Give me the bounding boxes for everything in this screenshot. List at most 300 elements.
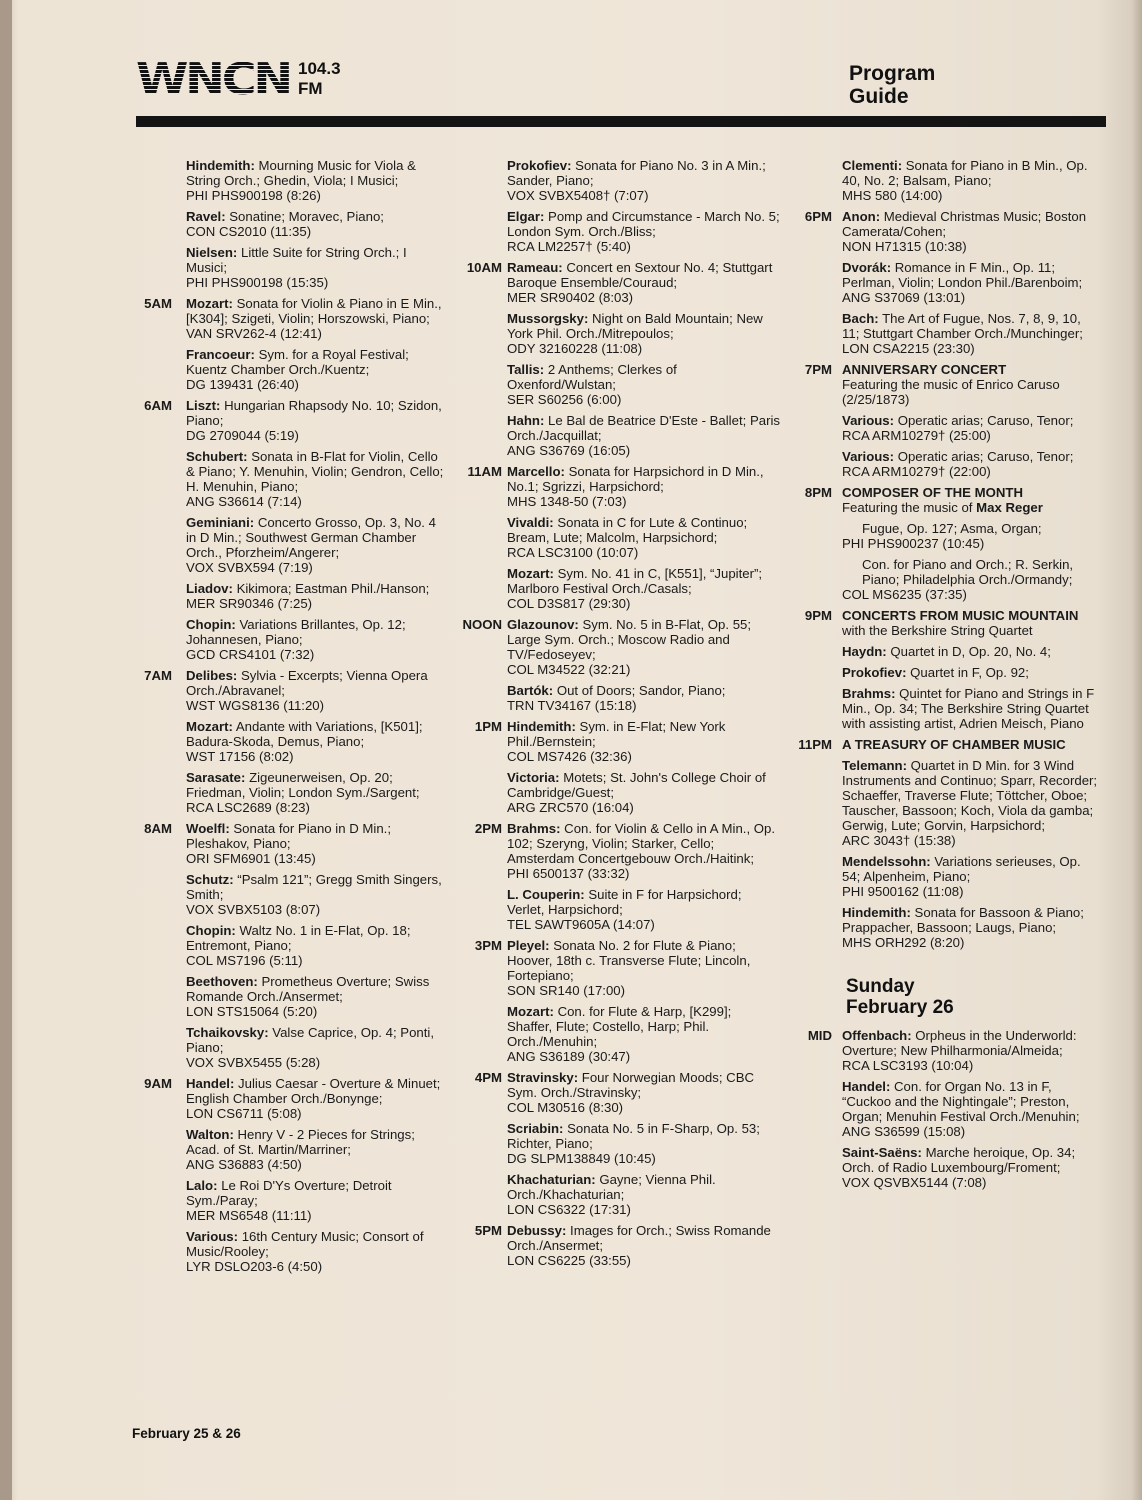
composer-name: Mozart: — [507, 566, 554, 581]
program-entry — [455, 260, 780, 305]
recording-catalog: VOX QSVBX5144 (7:08) — [842, 1175, 987, 1190]
composer-name: Hahn: — [507, 413, 545, 428]
composer-name: Saint-Saëns: — [842, 1145, 922, 1160]
program-body — [842, 485, 1100, 515]
program-body — [842, 260, 1100, 305]
recording-catalog: COL MS7196 (5:11) — [186, 953, 303, 968]
program-entry — [455, 938, 780, 998]
program-body — [842, 362, 1100, 407]
program-entry — [790, 686, 1100, 731]
recording-catalog: LON CSA2215 (23:30) — [842, 341, 975, 356]
program-body — [507, 1121, 780, 1166]
composer-name: Bartók: — [507, 683, 554, 698]
program-entry — [455, 887, 780, 932]
recording-catalog: COL M34522 (32:21) — [507, 662, 631, 677]
composer-name: Victoria: — [507, 770, 560, 785]
program-body — [842, 644, 1100, 659]
program-description: Little Suite for String Orch.; I Musici; — [186, 245, 407, 275]
program-body — [842, 665, 1100, 680]
recording-catalog: ANG S36883 (4:50) — [186, 1157, 302, 1172]
recording-catalog: DG 139431 (26:40) — [186, 377, 299, 392]
program-body — [842, 1079, 1100, 1139]
program-entry — [455, 158, 780, 203]
composer-name: Mozart: — [507, 1004, 554, 1019]
program-description: Sonata for Violin & Piano in E Min., [K304]; Szigeti, Violin; Horszowski, Piano; — [186, 296, 442, 326]
composer-name: Sarasate: — [186, 770, 246, 785]
program-body — [186, 1178, 444, 1223]
program-description: Sym. No. 41 in C, [K551], “Jupiter”; Marlboro Festival Orch./Casals; — [507, 566, 763, 596]
program-entry — [790, 449, 1100, 479]
recording-catalog: GCD CRS4101 (7:32) — [186, 647, 315, 662]
program-entry — [134, 872, 444, 917]
recording-catalog: COL D3S817 (29:30) — [507, 596, 631, 611]
program-description: Mourning Music for Viola & String Orch.; Ghedin, Viola; I Musici; — [186, 158, 416, 188]
program-body — [842, 158, 1100, 203]
program-body — [507, 1172, 780, 1217]
time-slot: 7AM — [144, 668, 172, 683]
program-entry — [134, 719, 444, 764]
program-description: Con. for Organ No. 13 in F, “Cuckoo and the Nightingale”; Preston, Organ; Menuhin Festival Orch./Menuhin; — [842, 1079, 1080, 1124]
composer-name: Various: — [842, 449, 895, 464]
recording-catalog: RCA LSC2689 (8:23) — [186, 800, 310, 815]
program-entry — [134, 398, 444, 443]
program-entry — [455, 515, 780, 560]
program-description: Variations serieuses, Op. 54; Alpenheim, Piano; — [842, 854, 1081, 884]
program-description: Fugue, Op. 127; Asma, Organ; — [862, 521, 1042, 536]
program-entry — [790, 311, 1100, 356]
composer-name: Brahms: — [507, 821, 561, 836]
composer-name: Mozart: — [186, 296, 233, 311]
recording-catalog: MER MS6548 (11:11) — [186, 1208, 312, 1223]
program-entry — [790, 1145, 1100, 1190]
composer-name: Stravinsky: — [507, 1070, 579, 1085]
composer-name: Hindemith: — [842, 905, 911, 920]
recording-catalog: PHI 9500162 (11:08) — [842, 884, 964, 899]
day-heading-date: February 26 — [846, 997, 954, 1018]
program-entry — [134, 296, 444, 341]
recording-catalog: CON CS2010 (11:35) — [186, 224, 312, 239]
composer-name: Chopin: — [186, 617, 236, 632]
recording-catalog: WST WGS8136 (11:20) — [186, 698, 325, 713]
program-body — [842, 449, 1100, 479]
program-body — [186, 296, 444, 341]
recording-catalog: COL MS6235 (37:35) — [842, 587, 967, 602]
program-body — [842, 1145, 1100, 1190]
composer-name: Lalo: — [186, 1178, 218, 1193]
day-heading — [846, 976, 1100, 1018]
program-entry — [790, 854, 1100, 899]
program-body — [842, 686, 1100, 731]
program-entry — [790, 557, 1100, 602]
program-body — [507, 887, 780, 932]
program-description: Sonata No. 5 in F-Sharp, Op. 53; Richter, Piano; — [507, 1121, 760, 1151]
program-body — [507, 821, 780, 881]
composer-name: Pleyel: — [507, 938, 550, 953]
composer-name: Elgar: — [507, 209, 545, 224]
composer-name: Tchaikovsky: — [186, 1025, 269, 1040]
page-edge-shadow — [1132, 0, 1142, 1500]
program-body — [186, 1076, 444, 1121]
time-slot: 8PM — [804, 485, 832, 500]
program-description: Sym. for a Royal Festival; Kuentz Chamber Orch./Kuentz; — [186, 347, 409, 377]
composer-name: Debussy: — [507, 1223, 567, 1238]
program-body — [186, 719, 444, 764]
composer-name: Clementi: — [842, 158, 903, 173]
program-description: 2 Anthems; Clerkes of Oxenford/Wulstan; — [507, 362, 677, 392]
program-entry — [455, 719, 780, 764]
recording-catalog: MHS 1348-50 (7:03) — [507, 494, 627, 509]
program-entry — [134, 515, 444, 575]
program-description: Night on Bald Mountain; New York Phil. Orch./Mitrepoulos; — [507, 311, 763, 341]
recording-catalog: MHS 580 (14:00) — [842, 188, 943, 203]
program-body — [842, 413, 1100, 443]
program-entry — [455, 209, 780, 254]
composer-name: Bach: — [842, 311, 879, 326]
program-entry — [134, 347, 444, 392]
recording-catalog: ODY 32160228 (11:08) — [507, 341, 643, 356]
program-body — [842, 557, 1100, 587]
time-slot: 3PM — [474, 938, 502, 953]
program-body — [507, 1070, 780, 1115]
program-entry — [455, 1172, 780, 1217]
program-description: Hungarian Rhapsody No. 10; Szidon, Piano; — [186, 398, 442, 428]
recording-catalog: RCA ARM10279† (25:00) — [842, 428, 991, 443]
program-description: Romance in F Min., Op. 11; Perlman, Violin; London Phil./Barenboim; — [842, 260, 1083, 290]
program-entry — [790, 1079, 1100, 1139]
recording-catalog: VAN SRV262-4 (12:41) — [186, 326, 322, 341]
featured-composer: Max Reger — [976, 500, 1043, 515]
composer-name: Schubert: — [186, 449, 248, 464]
program-entry — [134, 1127, 444, 1172]
program-body — [186, 1127, 444, 1172]
program-description: Sylvia - Excerpts; Vienna Opera Orch./Abravanel; — [186, 668, 428, 698]
program-body — [186, 1025, 444, 1070]
time-slot: NOON — [462, 617, 502, 632]
composer-name: Glazounov: — [507, 617, 579, 632]
program-description: Sonata in C for Lute & Continuo; Bream, Lute; Malcolm, Harpsichord; — [507, 515, 748, 545]
program-body — [186, 872, 444, 917]
program-body — [507, 617, 780, 677]
program-body — [186, 158, 444, 203]
composer-name: Various: — [842, 413, 895, 428]
program-body — [507, 311, 780, 356]
program-body — [186, 209, 444, 239]
recording-catalog: VOX SVBX5103 (8:07) — [186, 902, 321, 917]
program-body — [186, 581, 444, 611]
composer-name: Brahms: — [842, 686, 896, 701]
program-heading-block — [790, 608, 1100, 638]
program-description: “Psalm 121”; Gregg Smith Singers, Smith; — [186, 872, 442, 902]
recording-catalog: DG 2709044 (5:19) — [186, 428, 299, 443]
program-body — [186, 974, 444, 1019]
program-description: Sym. in E-Flat; New York Phil./Bernstein; — [507, 719, 726, 749]
station-logo — [136, 54, 290, 105]
composer-name: Chopin: — [186, 923, 236, 938]
recording-catalog: MER SR90402 (8:03) — [507, 290, 634, 305]
program-heading-block — [790, 362, 1100, 407]
program-entry — [134, 449, 444, 509]
composer-name: Offenbach: — [842, 1028, 912, 1043]
recording-catalog: ANG S36599 (15:08) — [842, 1124, 966, 1139]
time-slot: 6PM — [804, 209, 832, 224]
program-entry — [790, 209, 1100, 254]
program-body — [507, 260, 780, 305]
program-body — [842, 608, 1100, 638]
program-body — [842, 737, 1100, 752]
composer-name: Hindemith: — [507, 719, 576, 734]
program-entry — [134, 821, 444, 866]
program-description: Out of Doors; Sandor, Piano; — [556, 683, 726, 698]
program-entry — [455, 1223, 780, 1268]
time-slot: 11AM — [467, 464, 502, 479]
composer-name: Handel: — [842, 1079, 891, 1094]
program-description: Con. for Piano and Orch.; R. Serkin, Piano; Philadelphia Orch./Ormandy; — [862, 557, 1074, 587]
logo-band: FM — [298, 79, 323, 98]
program-description: 16th Century Music; Consort of Music/Rooley; — [186, 1229, 424, 1259]
recording-catalog: LON CS6322 (17:31) — [507, 1202, 631, 1217]
schedule-column-1 — [134, 158, 444, 1280]
composer-name: Various: — [186, 1229, 239, 1244]
program-description: Andante with Variations, [K501]; Badura-Skoda, Demus, Piano; — [186, 719, 423, 749]
program-description: Operatic arias; Caruso, Tenor; — [897, 413, 1074, 428]
recording-catalog: COL MS7426 (32:36) — [507, 749, 632, 764]
program-description: Marche heroique, Op. 34; Orch. of Radio Luxembourg/Froment; — [842, 1145, 1076, 1175]
program-entry — [134, 581, 444, 611]
program-description: Kikimora; Eastman Phil./Hanson; — [236, 581, 430, 596]
program-description: The Art of Fugue, Nos. 7, 8, 9, 10, 11; Stuttgart Chamber Orch./Munchinger; — [842, 311, 1083, 341]
program-heading-desc: with the Berkshire String Quartet — [842, 623, 1033, 638]
program-description: Sonata for Piano in B Min., Op. 40, No. 2; Balsam, Piano; — [842, 158, 1088, 188]
program-description: Sonata for Bassoon & Piano; Prappacher, Bassoon; Laugs, Piano; — [842, 905, 1084, 935]
program-description: Images for Orch.; Swiss Romande Orch./Ansermet; — [507, 1223, 771, 1253]
program-entry — [134, 1076, 444, 1121]
composer-name: Liszt: — [186, 398, 221, 413]
program-entry — [134, 158, 444, 203]
day-heading-weekday: Sunday — [846, 976, 915, 997]
composer-name: Handel: — [186, 1076, 235, 1091]
schedule-column-2 — [455, 158, 780, 1274]
program-description: Pomp and Circumstance - March No. 5; London Sym. Orch./Bliss; — [507, 209, 780, 239]
program-entry — [455, 566, 780, 611]
composer-name: Delibes: — [186, 668, 238, 683]
recording-catalog: PHI PHS900198 (15:35) — [186, 275, 329, 290]
program-entry — [790, 644, 1100, 659]
recording-catalog: ANG S37069 (13:01) — [842, 290, 966, 305]
program-entry — [134, 1178, 444, 1223]
program-description: Henry V - 2 Pieces for Strings; Acad. of St. Martin/Marriner; — [186, 1127, 415, 1157]
program-entry — [134, 1229, 444, 1274]
program-description: Sonata for Piano in D Min.; Pleshakov, Piano; — [186, 821, 391, 851]
program-body — [186, 923, 444, 968]
recording-catalog: TEL SAWT9605A (14:07) — [507, 917, 655, 932]
composer-name: Beethoven: — [186, 974, 258, 989]
time-slot: 6AM — [144, 398, 172, 413]
program-entry — [134, 617, 444, 662]
program-description: Concert en Sextour No. 4; Stuttgart Baroque Ensemble/Couraud; — [507, 260, 773, 290]
program-description: Sonata No. 2 for Flute & Piano; Hoover, 18th c. Transverse Flute; Lincoln, Fortepiano; — [507, 938, 751, 983]
program-description: Zigeunerweisen, Op. 20; Friedman, Violin; London Sym./Sargent; — [186, 770, 420, 800]
program-body — [507, 158, 780, 203]
program-entry — [134, 770, 444, 815]
program-description: Le Bal de Beatrice D'Este - Ballet; Paris Orch./Jacquillat; — [507, 413, 780, 443]
program-body — [507, 719, 780, 764]
program-heading: ANNIVERSARY CONCERT — [842, 362, 1007, 377]
recording-catalog: MER SR90346 (7:25) — [186, 596, 313, 611]
composer-name: Prokofiev: — [842, 665, 907, 680]
composer-name: Telemann: — [842, 758, 907, 773]
program-body — [507, 515, 780, 560]
program-entry — [455, 1121, 780, 1166]
composer-name: Ravel: — [186, 209, 226, 224]
program-heading: A TREASURY OF CHAMBER MUSIC — [842, 737, 1066, 752]
program-description: Variations Brillantes, Op. 12; Johannesen, Piano; — [186, 617, 406, 647]
recording-catalog: ANG S36769 (16:05) — [507, 443, 631, 458]
program-description: Le Roi D'Ys Overture; Detroit Sym./Paray; — [186, 1178, 392, 1208]
program-body — [186, 449, 444, 509]
logo-frequency: 104.3 — [298, 59, 341, 78]
recording-catalog: VOX SVBX594 (7:19) — [186, 560, 313, 575]
program-entry — [455, 1070, 780, 1115]
footer-date: February 25 & 26 — [132, 1426, 241, 1441]
composer-name: Dvorák: — [842, 260, 892, 275]
program-description: Prometheus Overture; Swiss Romande Orch./Ansermet; — [186, 974, 430, 1004]
program-heading-block — [790, 737, 1100, 752]
program-entry — [790, 413, 1100, 443]
program-entry — [134, 974, 444, 1019]
program-description: Con. for Flute & Harp, [K299]; Shaffer, Flute; Costello, Harp; Phil. Orch./Menuhin; — [507, 1004, 732, 1049]
composer-name: Woelfl: — [186, 821, 230, 836]
composer-name: Walton: — [186, 1127, 234, 1142]
program-entry — [790, 158, 1100, 203]
program-description: Sonata for Harpsichord in D Min., No.1; Sgrizzi, Harpsichord; — [507, 464, 764, 494]
time-slot: 5AM — [144, 296, 172, 311]
composer-name: Prokofiev: — [507, 158, 572, 173]
composer-name: Geminiani: — [186, 515, 255, 530]
composer-name: Hindemith: — [186, 158, 255, 173]
program-body — [842, 311, 1100, 356]
time-slot: 10AM — [466, 260, 502, 275]
recording-catalog: LON CS6711 (5:08) — [186, 1106, 302, 1121]
program-entry — [455, 617, 780, 677]
program-description: Quintet for Piano and Strings in F Min., Op. 34; The Berkshire String Quartet with assisting artist, Adrien Meisch, Piano — [842, 686, 1095, 731]
composer-name: Anon: — [842, 209, 881, 224]
program-description: Sonata in B-Flat for Violin, Cello & Piano; Y. Menuhin, Violin; Gendron, Cello; H. Menuhin, Piano; — [186, 449, 444, 494]
program-heading-desc: Featuring the music of — [842, 500, 973, 515]
program-description: Operatic arias; Caruso, Tenor; — [897, 449, 1074, 464]
program-body — [842, 1028, 1100, 1073]
recording-catalog: PHI PHS900237 (10:45) — [842, 536, 985, 551]
recording-catalog: COL M30516 (8:30) — [507, 1100, 624, 1115]
composer-name: L. Couperin: — [507, 887, 585, 902]
program-description: Motets; St. John's College Choir of Cambridge/Guest; — [507, 770, 766, 800]
composer-name: Vivaldi: — [507, 515, 554, 530]
program-body — [186, 515, 444, 575]
program-entry — [790, 260, 1100, 305]
recording-catalog: TRN TV34167 (15:18) — [507, 698, 637, 713]
composer-name: Marcello: — [507, 464, 565, 479]
program-entry — [134, 923, 444, 968]
program-entry — [134, 245, 444, 290]
program-entry — [134, 668, 444, 713]
recording-catalog: ANG S36614 (7:14) — [186, 494, 302, 509]
program-description: Sym. No. 5 in B-Flat, Op. 55; Large Sym. Orch.; Moscow Radio and TV/Fedoseyev; — [507, 617, 752, 662]
program-body — [507, 938, 780, 998]
recording-catalog: LON STS15064 (5:20) — [186, 1004, 318, 1019]
program-body — [186, 398, 444, 443]
program-description: Valse Caprice, Op. 4; Ponti, Piano; — [186, 1025, 435, 1055]
program-entry — [455, 311, 780, 356]
composer-name: Mussorgsky: — [507, 311, 589, 326]
program-body — [186, 668, 444, 713]
composer-name: Nielsen: — [186, 245, 238, 260]
program-entry — [134, 209, 444, 239]
logo-wordmark: WNCN — [136, 54, 290, 105]
program-body — [507, 362, 780, 407]
program-entry — [455, 362, 780, 407]
program-entry — [455, 1004, 780, 1064]
recording-catalog: ANG S36189 (30:47) — [507, 1049, 631, 1064]
program-entry — [790, 1028, 1100, 1073]
recording-catalog: RCA ARM10279† (22:00) — [842, 464, 991, 479]
recording-catalog: RCA LSC3193 (10:04) — [842, 1058, 974, 1073]
program-body — [186, 617, 444, 662]
time-slot: 5PM — [474, 1223, 502, 1238]
program-body — [507, 413, 780, 458]
header-rule — [136, 116, 1106, 127]
program-body — [186, 1229, 444, 1274]
recording-catalog: VOX SVBX5455 (5:28) — [186, 1055, 321, 1070]
composer-name: Mendelssohn: — [842, 854, 931, 869]
program-body — [186, 821, 444, 866]
program-body — [842, 758, 1100, 848]
program-entry — [790, 758, 1100, 848]
composer-name: Haydn: — [842, 644, 887, 659]
program-body — [186, 347, 444, 392]
composer-name: Tallis: — [507, 362, 545, 377]
program-description: Orpheus in the Underworld: Overture; New Philharmonia/Almeida; — [842, 1028, 1077, 1058]
composer-name: Rameau: — [507, 260, 563, 275]
program-heading-desc: Featuring the music of Enrico Caruso (2/25/1873) — [842, 377, 1060, 407]
program-heading: COMPOSER OF THE MONTH — [842, 485, 1023, 500]
program-entry — [455, 821, 780, 881]
recording-catalog: VOX SVBX5408† (7:07) — [507, 188, 649, 203]
program-entry — [790, 521, 1100, 551]
program-entry — [790, 905, 1100, 950]
program-description: Waltz No. 1 in E-Flat, Op. 18; Entremont, Piano; — [186, 923, 411, 953]
recording-catalog: WST 17156 (8:02) — [186, 749, 294, 764]
time-slot: 2PM — [474, 821, 502, 836]
program-body — [507, 209, 780, 254]
composer-name: Schutz: — [186, 872, 234, 887]
program-body — [842, 521, 1100, 536]
program-body — [507, 683, 780, 713]
time-slot: 1PM — [474, 719, 502, 734]
program-description: Concerto Grosso, Op. 3, No. 4 in D Min.; Southwest German Chamber Orch., Pforzheim/Angerer; — [186, 515, 436, 560]
program-description: Medieval Christmas Music; Boston Camerata/Cohen; — [842, 209, 1087, 239]
program-entry — [455, 464, 780, 509]
time-slot: MID — [807, 1028, 832, 1043]
composer-name: Mozart: — [186, 719, 233, 734]
program-guide-title: Program Guide — [849, 62, 936, 108]
recording-catalog: LON CS6225 (33:55) — [507, 1253, 631, 1268]
time-slot: 7PM — [804, 362, 832, 377]
page-spine-shadow — [0, 0, 12, 1500]
program-description: Quartet in D Min. for 3 Wind Instruments and Continuo; Sparr, Recorder; Schaeffer, Traverse Flute; Töttcher, Oboe; Tauscher, Bassoon; Koch, Viola da gamba; Gerwig, Lute; Gorvin, Harpsichord; — [842, 758, 1098, 833]
recording-catalog: MHS ORH292 (8:20) — [842, 935, 965, 950]
program-body — [842, 854, 1100, 899]
time-slot: 9AM — [144, 1076, 172, 1091]
time-slot: 4PM — [474, 1070, 502, 1085]
